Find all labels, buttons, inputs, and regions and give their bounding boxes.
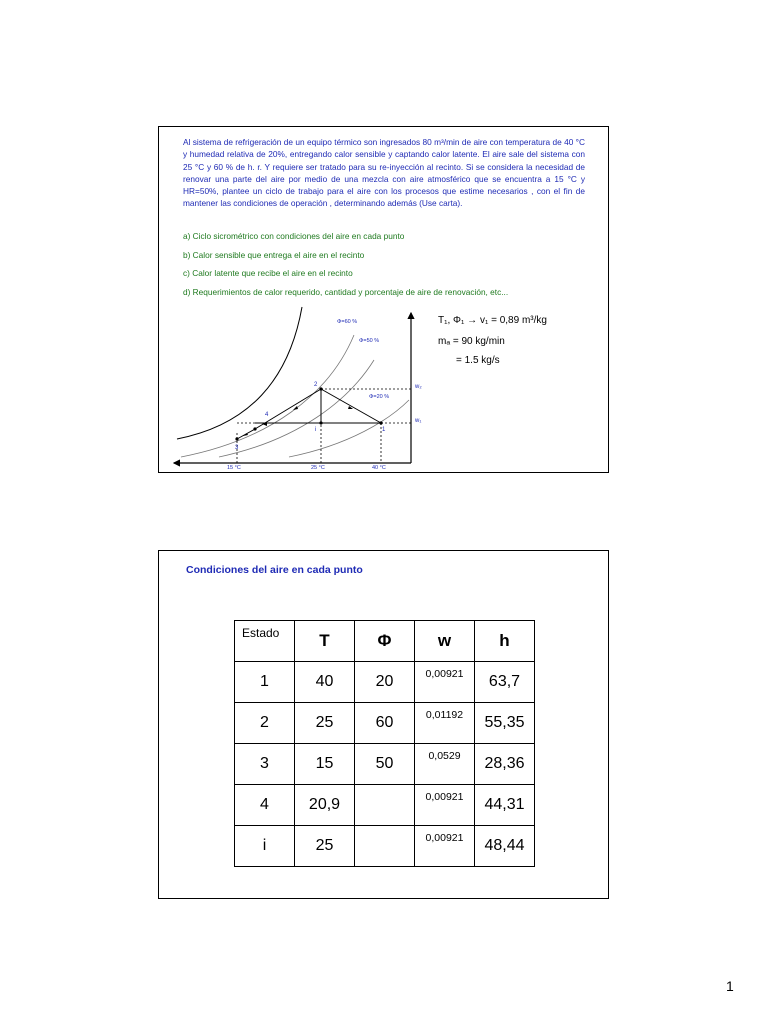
rh60-curve: [181, 335, 354, 457]
label-point-2: 2: [314, 382, 318, 388]
cell-phi: 50: [355, 744, 415, 785]
cell-h: 55,35: [475, 703, 535, 744]
psychrometric-chart: [169, 305, 429, 470]
cell-t: 40: [295, 662, 355, 703]
cell-w: 0,01192: [415, 703, 475, 744]
problem-statement: [183, 136, 585, 210]
question-d: d) Requerimientos de calor requerido, cantidad y porcentaje de aire de renovación, etc...: [183, 287, 509, 297]
table-row: [235, 662, 535, 703]
label-point-3: 3: [235, 445, 239, 451]
header-estado: Estado: [235, 621, 295, 662]
cell-w: 0,00921: [415, 662, 475, 703]
label-t40: 40 °C: [372, 465, 386, 470]
question-c: c) Calor latente que recibe el aire en el recinto: [183, 268, 353, 278]
header-w: w: [415, 621, 475, 662]
label-w2: w₂: [415, 384, 422, 390]
label-phi20: Φ=20 %: [369, 394, 390, 400]
question-a: a) Ciclo sicrométrico con condiciones del aire en cada punto: [183, 231, 405, 241]
cell-h: 28,36: [475, 744, 535, 785]
saturation-curve: [177, 307, 302, 439]
cell-t: 15: [295, 744, 355, 785]
table-row: [235, 703, 535, 744]
label-phi50: Φ=50 %: [359, 338, 380, 344]
conditions-table: [234, 620, 535, 867]
label-t15: 15 °C: [227, 465, 241, 470]
cell-phi: [355, 785, 415, 826]
specific-volume-eq: T₁, Φ₁ → v₁ = 0,89 m³/kg: [438, 315, 547, 326]
cell-phi: [355, 826, 415, 867]
cell-phi: 60: [355, 703, 415, 744]
cell-t: 25: [295, 703, 355, 744]
label-point-i: i: [315, 427, 317, 433]
question-b: b) Calor sensible que entrega el aire en el recinto: [183, 250, 365, 260]
label-w1: w₁: [415, 418, 422, 424]
cell-h: 48,44: [475, 826, 535, 867]
slide-conditions: [158, 550, 609, 899]
cell-estado: 2: [235, 703, 295, 744]
header-t: T: [295, 621, 355, 662]
cell-estado: i: [235, 826, 295, 867]
cell-w: 0,00921: [415, 826, 475, 867]
header-phi: Φ: [355, 621, 415, 662]
problem-paragraph: Al sistema de refrigeración de un equipo térmico son ingresados 80 m³/min de aire con temperatura de 40 °C y humedad relativa de 20%, entregando calor sensible y captando calor latente. El aire sale del sistema con 25 °C y 60 % de h. r. Y requiere ser tratado para su re-inyección al recinto. Si se considera la necesidad de renovar una parte del aire por medio de una mezcla con aire atmosférico que se encuentra a 15 °C y HR=50%, plantee un ciclo de trabajo para el aire con los procesos que estime necesarios , con el fin de mantener las condiciones de operación , determinando además (Use carta).: [183, 137, 585, 209]
cell-h: 63,7: [475, 662, 535, 703]
header-h: h: [475, 621, 535, 662]
cell-h: 44,31: [475, 785, 535, 826]
table-header-row: [235, 621, 535, 662]
label-point-1: 1: [382, 427, 386, 433]
cell-estado: 4: [235, 785, 295, 826]
cell-estado: 3: [235, 744, 295, 785]
label-phi60: Φ=60 %: [337, 319, 358, 325]
cell-w: 0,0529: [415, 744, 475, 785]
cell-phi: 20: [355, 662, 415, 703]
slide-problem: [158, 126, 609, 473]
mass-flow-eq: mₐ = 90 kg/min: [438, 336, 505, 347]
cell-t: 25: [295, 826, 355, 867]
table-row: [235, 785, 535, 826]
table-row: [235, 744, 535, 785]
label-t25: 25 °C: [311, 465, 325, 470]
mass-flow-si-eq: = 1.5 kg/s: [456, 355, 500, 366]
label-point-4: 4: [265, 412, 269, 418]
conditions-title: Condiciones del aire en cada punto: [186, 564, 363, 576]
table-row: [235, 826, 535, 867]
cell-estado: 1: [235, 662, 295, 703]
cell-w: 0,00921: [415, 785, 475, 826]
cell-t: 20,9: [295, 785, 355, 826]
page-number: 1: [726, 978, 734, 994]
